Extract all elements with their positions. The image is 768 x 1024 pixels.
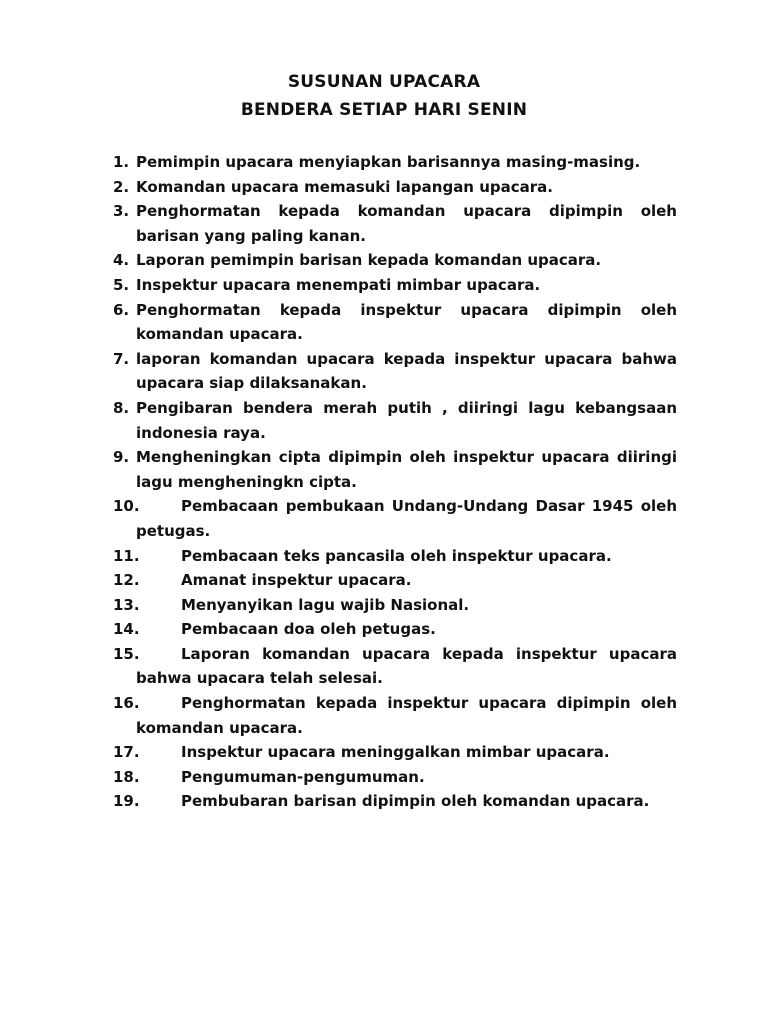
item-text: Pemimpin upacara menyiapkan barisannya masing-masing.	[136, 153, 641, 171]
item-text: Inspektur upacara meninggalkan mimbar upacara.	[181, 743, 610, 762]
item-number: 11.	[113, 546, 140, 565]
item-text: Mengheningkan cipta dipimpin oleh inspektur upacara diiringi lagu mengheningkn cipta.	[136, 448, 677, 491]
item-number: 7.	[113, 349, 130, 368]
list-item	[113, 347, 677, 396]
item-text: Pembacaan doa oleh petugas.	[181, 620, 436, 639]
item-number: 1.	[113, 153, 130, 171]
list-item	[113, 298, 677, 347]
item-text: Pembacaan pembukaan Undang-Undang Dasar 1945 oleh petugas.	[136, 497, 677, 540]
title-line-2: BENDERA SETIAP HARI SENIN	[240, 100, 528, 120]
list-item	[113, 593, 677, 618]
item-number: 2.	[113, 177, 130, 196]
item-text: Pengumuman-pengumuman.	[181, 767, 425, 786]
list-item	[113, 175, 677, 200]
item-number: 17.	[113, 743, 140, 762]
item-text: Pembubaran barisan dipimpin oleh komandan upacara.	[181, 792, 650, 811]
item-text: Penghormatan kepada inspektur upacara dipimpin oleh komandan upacara.	[136, 694, 677, 737]
list-item	[113, 740, 677, 765]
list-item	[113, 248, 677, 273]
item-number: 4.	[113, 251, 130, 270]
item-text: Penghormatan kepada komandan upacara dipimpin oleh barisan yang paling kanan.	[136, 202, 677, 245]
item-number: 5.	[113, 275, 130, 294]
item-text: Penghormatan kepada inspektur upacara dipimpin oleh komandan upacara.	[136, 300, 677, 344]
list-item	[113, 568, 677, 593]
list-item	[113, 765, 677, 790]
item-text: Laporan pemimpin barisan kepada komandan upacara.	[136, 251, 602, 270]
item-text: Inspektur upacara menempati mimbar upacara.	[136, 275, 541, 294]
list-item	[113, 642, 677, 691]
item-number: 19.	[113, 792, 140, 811]
item-text: Pengibaran bendera merah putih , diiringi lagu kebangsaan indonesia raya.	[136, 398, 677, 442]
item-text: laporan komandan upacara kepada inspektur upacara bahwa upacara siap dilaksanakan.	[136, 349, 677, 393]
list-item	[113, 691, 677, 740]
item-number: 6.	[113, 300, 130, 319]
list-item	[113, 544, 677, 569]
list-item	[113, 617, 677, 642]
item-number: 3.	[113, 202, 130, 221]
list-item	[113, 789, 677, 814]
list-item	[113, 445, 677, 494]
item-number: 8.	[113, 398, 130, 417]
item-text: Amanat inspektur upacara.	[181, 571, 412, 590]
item-number: 9.	[113, 448, 130, 467]
list-item	[113, 199, 677, 248]
item-number: 16.	[113, 694, 140, 713]
list-item	[113, 494, 677, 543]
item-number: 13.	[113, 595, 140, 614]
item-number: 15.	[113, 644, 140, 663]
document-title	[0, 68, 768, 124]
item-number: 14.	[113, 620, 140, 639]
list-item	[113, 273, 677, 298]
title-line-1: SUSUNAN UPACARA	[287, 72, 481, 92]
item-number: 12.	[113, 571, 140, 590]
item-number: 18.	[113, 767, 140, 786]
item-number: 10.	[113, 497, 140, 516]
list-item	[113, 396, 677, 445]
item-text: Pembacaan teks pancasila oleh inspektur upacara.	[181, 546, 612, 565]
list-item	[113, 150, 677, 175]
ceremony-order-list	[113, 150, 677, 814]
item-text: Komandan upacara memasuki lapangan upacara.	[136, 177, 553, 196]
item-text: Laporan komandan upacara kepada inspektur upacara bahwa upacara telah selesai.	[136, 644, 677, 688]
item-text: Menyanyikan lagu wajib Nasional.	[181, 595, 470, 614]
